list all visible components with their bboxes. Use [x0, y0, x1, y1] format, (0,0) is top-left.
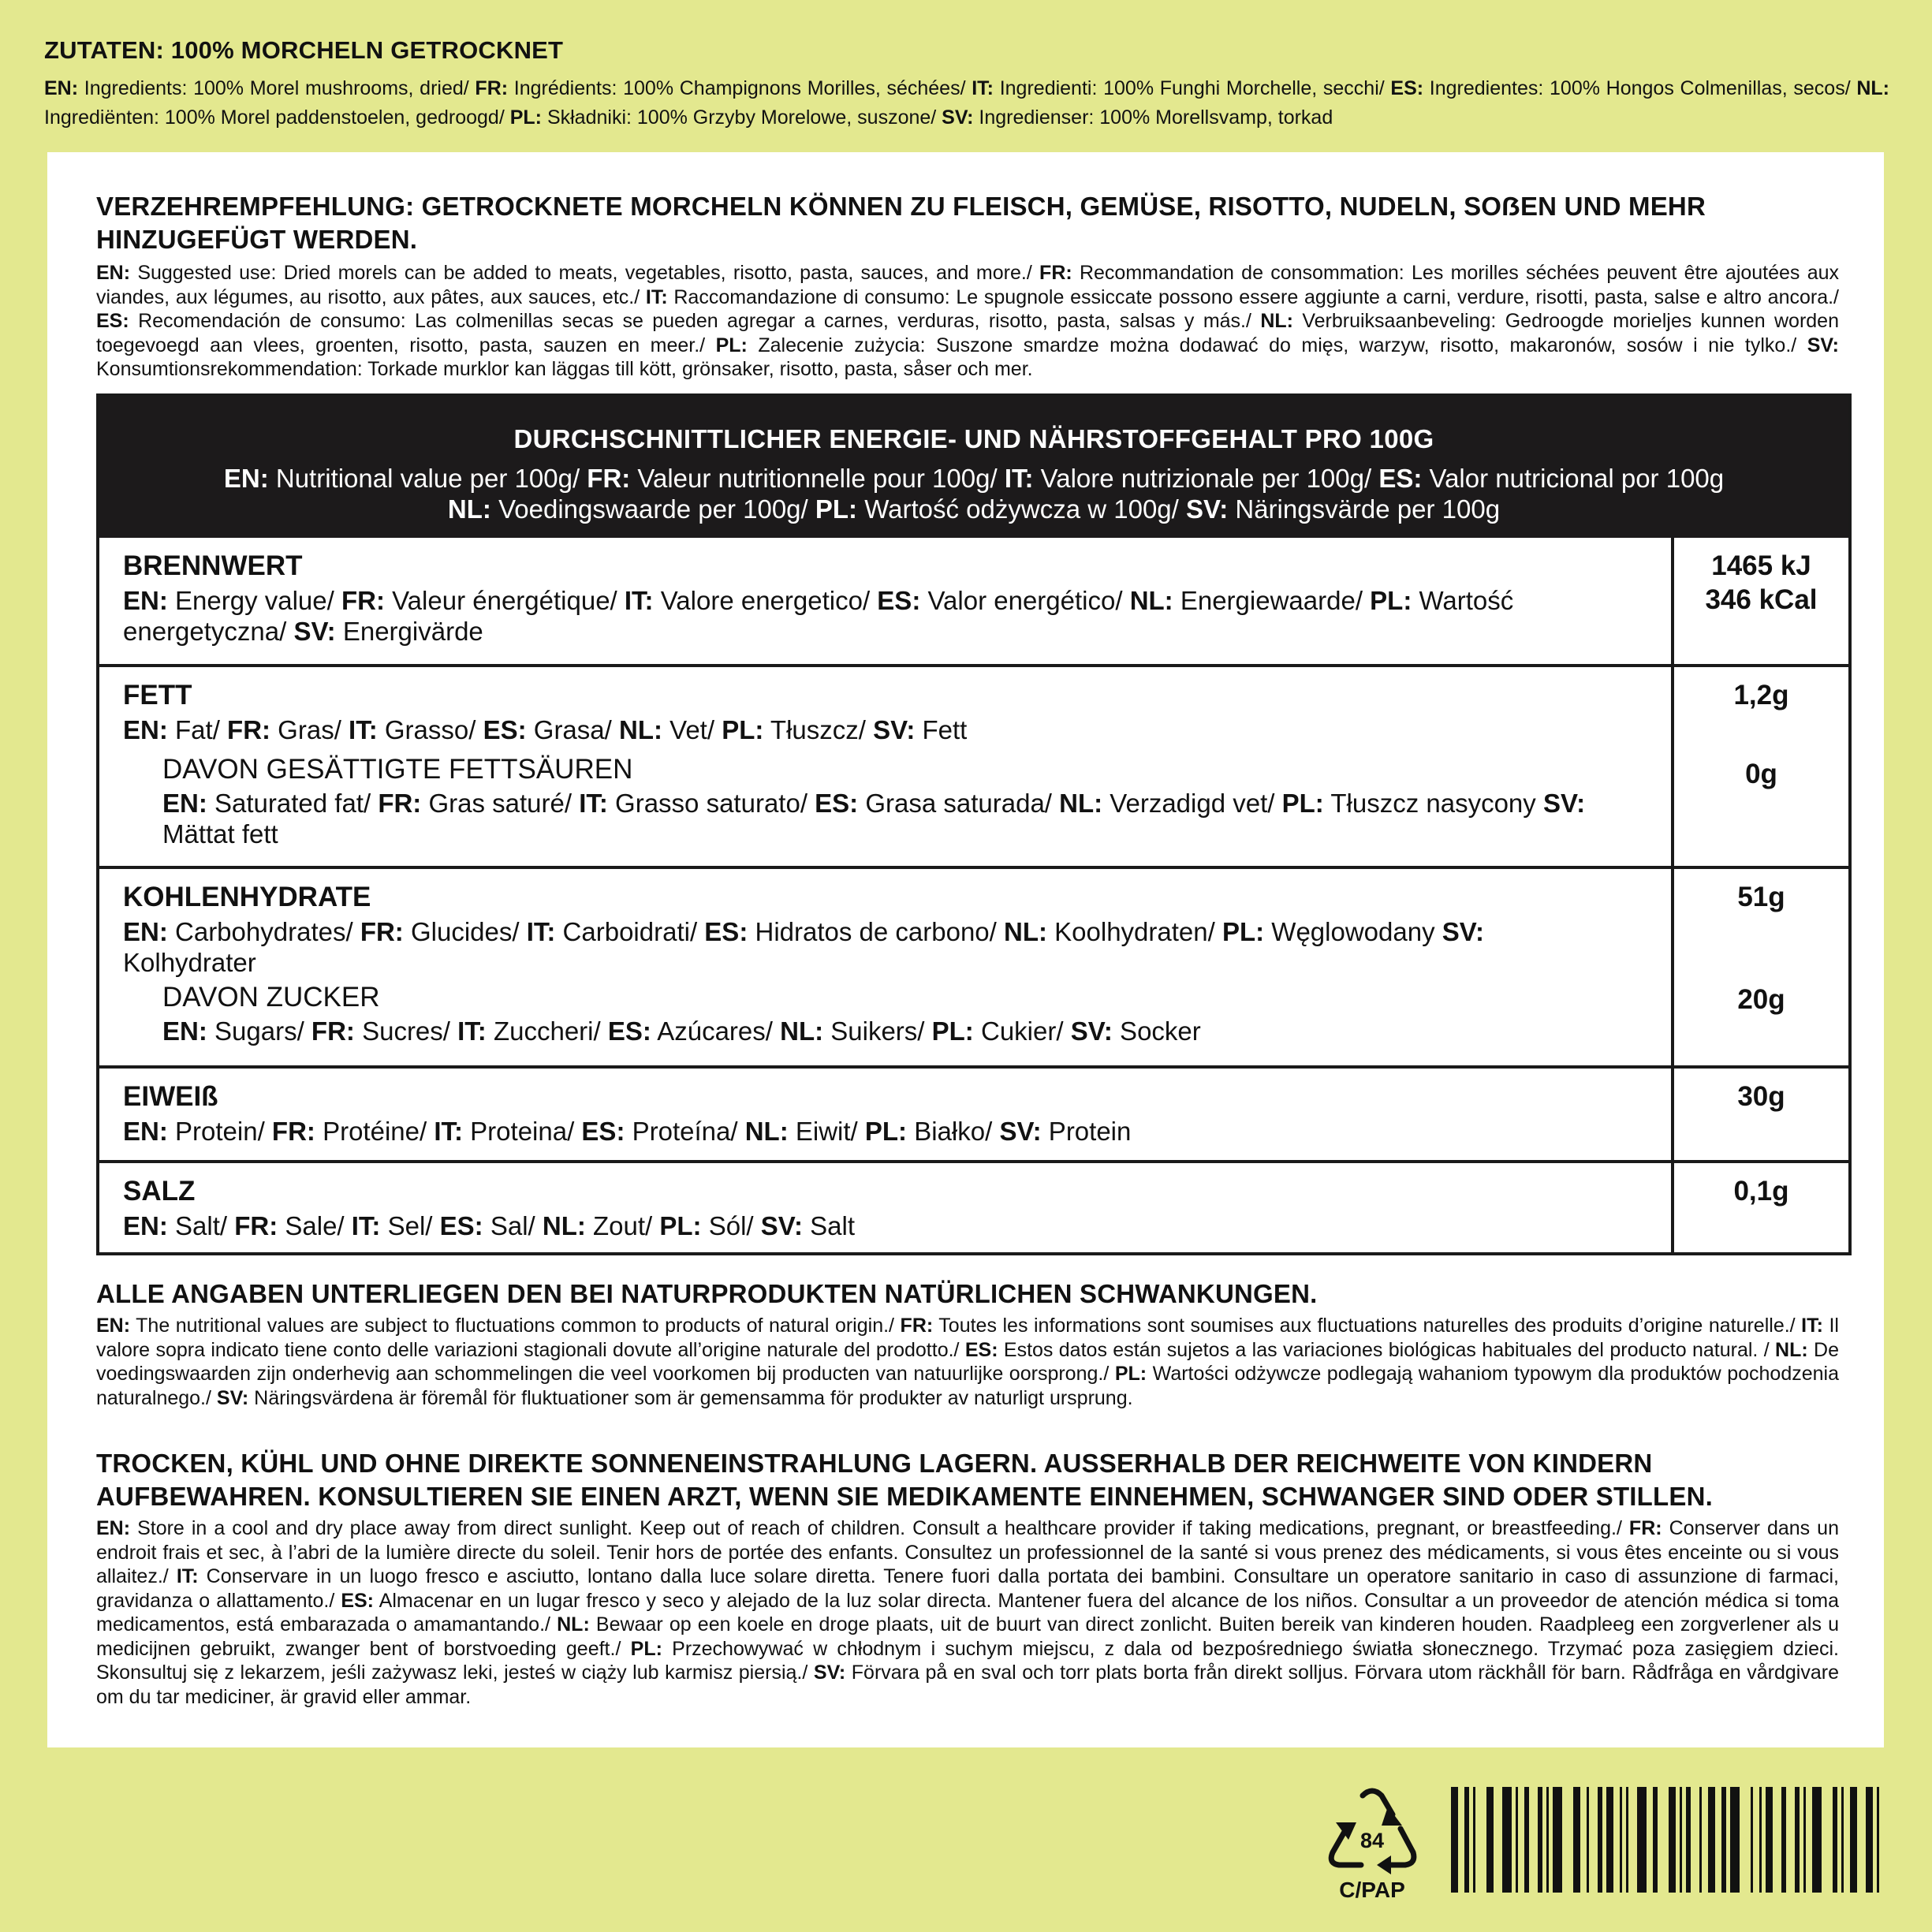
translation-text: Saturated fat/	[207, 789, 379, 818]
row-title: BRENNWERT	[123, 550, 303, 581]
translation-text: Bewaar op een koele en droge plaats, uit de buurt van direct zonlicht. Buiten bereik van kinderen houden. Raadpleeg een zorgverlener als u medicijnen gebruikt, zwanger bent of borstvoeding geeft./	[96, 1613, 1839, 1660]
nutrition-row-energy-label	[99, 538, 1674, 664]
suggested-use-translations	[96, 261, 1839, 382]
translation-text: Zout/	[585, 1211, 660, 1240]
nutrition-title: DURCHSCHNITTLICHER ENERGIE- UND NÄHRSTOFFGEHALT PRO 100G	[513, 424, 1434, 453]
barcode-bar	[1502, 1787, 1512, 1893]
translation-text: Proteina/	[463, 1117, 582, 1146]
lang-code: IT:	[624, 586, 654, 615]
lang-code: FR:	[587, 464, 631, 493]
fluctuations-translations	[96, 1314, 1839, 1410]
lang-code: IT:	[351, 1211, 381, 1240]
row-title: KOHLENHYDRATE	[123, 882, 371, 912]
translation-text: Sel/	[380, 1211, 440, 1240]
lang-code: SV:	[216, 1386, 249, 1409]
lang-code: SV:	[1807, 334, 1839, 356]
translation-text: Suggested use: Dried morels can be added to meats, vegetables, risotto, pasta, sauces, and more./	[130, 262, 1040, 284]
lang-code: ES:	[483, 715, 527, 744]
barcode-bar	[1473, 1787, 1475, 1893]
translation-text: Sucres/	[354, 1016, 458, 1046]
translation-text: Conserver dans un endroit frais et sec, à l’abri de la lumière directe du soleil. Tenir hors de portée des enfants. Consultez un professionnel de la santé si vous prenez des médicaments, si vous êtes enceinte ou si vous allaitez./	[96, 1517, 1839, 1587]
translation-text: Carboidrati/	[555, 917, 705, 946]
nutrition-row-carbohydrates-values	[1674, 869, 1848, 1065]
nutrition-row-carbohydrates-label	[99, 869, 1674, 1065]
ingredients-section	[44, 36, 1889, 132]
lang-code: EN:	[44, 77, 79, 99]
lang-code: FR:	[900, 1315, 934, 1337]
nutrition-row-fat-values	[1674, 667, 1848, 866]
barcode-bar	[1841, 1787, 1844, 1893]
lang-code: ES:	[877, 586, 921, 615]
translation-text: Valore nutrizionale per 100g/	[1033, 464, 1379, 493]
translation-text: Sale/	[278, 1211, 352, 1240]
translation-text: Węglowodany	[1264, 917, 1442, 946]
translation-text: Carbohydrates/	[167, 917, 360, 946]
barcode-bar	[1516, 1787, 1518, 1893]
lang-code: PL:	[815, 494, 858, 524]
lang-code: FR:	[341, 586, 385, 615]
lang-code: ES:	[439, 1211, 483, 1240]
fluctuations-heading: ALLE ANGABEN UNTERLIEGEN DEN BEI NATURPRODUKTEN NATÜRLICHEN SCHWANKUNGEN.	[96, 1279, 1318, 1308]
lang-code: EN:	[96, 1517, 131, 1539]
barcode-bar	[1730, 1787, 1740, 1893]
lang-code: EN:	[123, 1211, 168, 1240]
barcode-bar	[1850, 1787, 1857, 1893]
lang-code: EN:	[223, 464, 269, 493]
lang-code: NL:	[557, 1613, 590, 1635]
row-subitem-translations	[123, 1016, 1649, 1046]
translation-text: Azúcares/	[651, 1016, 781, 1046]
lang-code: SV:	[293, 617, 336, 646]
barcode-bar	[1680, 1787, 1682, 1893]
translation-text: Fat/	[167, 715, 228, 744]
translation-text: Il valore sopra indicato tiene conto delle variazioni stagionali dovute all’origine naturale del prodotto./	[96, 1315, 1839, 1361]
lang-code: ES:	[341, 1589, 375, 1612]
translation-text: Ingredients: 100% Morel mushrooms, dried/	[78, 77, 476, 99]
lang-code: SV:	[942, 106, 974, 129]
translation-text: Gras saturé/	[421, 789, 580, 818]
translation-text: Ingredienti: 100% Funghi Morchelle, secchi/	[994, 77, 1391, 99]
suggested-use-heading: VERZEHREMPFEHLUNG: GETROCKNETE MORCHELN KÖNNEN ZU FLEISCH, GEMÜSE, RISOTTO, NUDELN, SOẞEN UND MEHR HINZUGEFÜGT WERDEN.	[96, 192, 1706, 254]
row-translations	[123, 1210, 1649, 1241]
lang-code: SV:	[999, 1117, 1042, 1146]
translation-text: Grasso/	[377, 715, 483, 744]
lang-code: ES:	[581, 1117, 625, 1146]
lang-code: FR:	[1628, 1517, 1662, 1539]
barcode-bar	[1795, 1787, 1800, 1893]
translation-text: Almacenar en un lugar fresco y seco y alejado de la luz solar directa. Mantener fuera del alcance de los niños. Consultar a un proveedor de atención médica si toma medicamentos, está embarazada o amamantando./	[96, 1589, 1839, 1635]
barcode-bar	[1866, 1787, 1873, 1893]
lang-code: NL:	[1260, 310, 1293, 332]
nutrition-table	[96, 393, 1852, 1255]
translation-text: Valor nutricional por 100g	[1422, 464, 1725, 493]
translation-text: Eiwit/	[788, 1117, 865, 1146]
salt-value: 0,1g	[1733, 1176, 1789, 1207]
lang-code: FR:	[227, 715, 271, 744]
barcode-bar	[1781, 1787, 1786, 1893]
lang-code: PL:	[659, 1211, 702, 1240]
barcode-icon	[1449, 1787, 1887, 1893]
lang-code: SV:	[873, 715, 916, 744]
lang-code: FR:	[234, 1211, 278, 1240]
barcode-bar	[1803, 1787, 1806, 1893]
lang-code: ES:	[815, 789, 859, 818]
lang-code: NL:	[1129, 586, 1173, 615]
barcode-bar	[1653, 1787, 1658, 1893]
info-panel	[47, 152, 1884, 1747]
translation-text: Tłuszcz/	[763, 715, 874, 744]
translation-text: Energivärde	[335, 617, 483, 646]
barcode-bar	[1759, 1787, 1762, 1893]
barcode-bar	[1587, 1787, 1589, 1893]
translation-text: Energiewaarde/	[1173, 586, 1371, 615]
fat-value: 1,2g	[1733, 680, 1789, 711]
translation-text: Grasso saturato/	[607, 789, 815, 818]
carbohydrates-value: 51g	[1737, 882, 1785, 912]
lang-code: SV:	[1070, 1016, 1113, 1046]
nutrition-table-header	[99, 397, 1848, 538]
translation-text: Tłuszcz nasycony	[1323, 789, 1543, 818]
translation-text: Salt/	[167, 1211, 235, 1240]
lang-code: EN:	[123, 1117, 168, 1146]
translation-text: Socker	[1112, 1016, 1201, 1046]
lang-code: NL:	[542, 1211, 586, 1240]
lang-code: FR:	[475, 77, 509, 99]
lang-code: IT:	[1004, 464, 1034, 493]
translation-text: Gras/	[270, 715, 349, 744]
barcode-bar	[1538, 1787, 1542, 1893]
barcode-bar	[1464, 1787, 1469, 1893]
lang-code: EN:	[96, 1315, 131, 1337]
translation-text: Estos datos están sujetos a las variaciones biológicas habituales del producto natural. /	[998, 1338, 1776, 1361]
nutrition-row-protein	[99, 1065, 1848, 1160]
translation-text: Protein	[1041, 1117, 1132, 1146]
fluctuations-section	[96, 1277, 1839, 1410]
nutrition-row-salt-label	[99, 1163, 1674, 1252]
nutrition-row-protein-label	[99, 1069, 1674, 1160]
nutrition-row-fat	[99, 664, 1848, 866]
row-translations	[123, 1116, 1649, 1147]
barcode-bar	[1686, 1787, 1691, 1893]
lang-code: ES:	[704, 917, 748, 946]
lang-code: EN:	[123, 917, 168, 946]
barcode-bar	[1766, 1787, 1773, 1893]
lang-code: EN:	[162, 789, 207, 818]
translation-text: Suikers/	[823, 1016, 932, 1046]
nutrition-row-salt	[99, 1160, 1848, 1252]
lang-code: PL:	[1370, 586, 1412, 615]
lang-code: EN:	[96, 262, 131, 284]
barcode-bar	[1524, 1787, 1529, 1893]
suggested-use-section	[96, 190, 1839, 382]
lang-code: NL:	[447, 494, 491, 524]
translation-text: Toutes les informations sont soumises aux fluctuations naturelles des produits d’origine naturelle./	[933, 1315, 1802, 1337]
translation-text: Conservare in un luogo fresco e asciutto, lontano dalla luce solare diretta. Tenere fuori dalla portata dei bambini. Consultare un operatore sanitario in caso di assunzione di farmaci, gravidanza o allattamento./	[96, 1565, 1839, 1612]
translation-text: Protéine/	[315, 1117, 435, 1146]
lang-code: FR:	[311, 1016, 355, 1046]
translation-text: Förvara på en sval och torr plats borta från direkt solljus. Förvara utom räckhåll för barn. Rådfråga en vårdgivare om du tar mediciner, är gravid eller ammar.	[96, 1662, 1839, 1708]
row-subitem-title: DAVON ZUCKER	[162, 982, 380, 1013]
translation-text: Grasa/	[526, 715, 619, 744]
barcode-bar	[1598, 1787, 1602, 1893]
lang-code: NL:	[780, 1016, 824, 1046]
translation-text: Mättat fett	[162, 819, 278, 849]
lang-code: SV:	[760, 1211, 803, 1240]
lang-code: IT:	[972, 77, 994, 99]
saturated-fat-value: 0g	[1745, 759, 1777, 789]
nutrition-subtitle-line1	[99, 463, 1848, 494]
row-translations	[123, 916, 1649, 978]
barcode-bar	[1637, 1787, 1647, 1893]
translation-text: Protein/	[167, 1117, 272, 1146]
barcode-bar	[1751, 1787, 1753, 1893]
row-title: FETT	[123, 680, 192, 711]
lang-code: NL:	[1059, 789, 1103, 818]
translation-text: Glucides/	[403, 917, 527, 946]
lang-code: PL:	[715, 334, 748, 356]
nutrition-row-protein-values	[1674, 1069, 1848, 1160]
lang-code: PL:	[1114, 1363, 1147, 1385]
lang-code: IT:	[645, 285, 668, 308]
translation-text: De voedingswaarden zijn onderhevig aan schommelingen die veel voorkomen bij producten van natuurlijke oorsprong./	[96, 1338, 1840, 1385]
lang-code: SV:	[1442, 917, 1484, 946]
barcode-bar	[1699, 1787, 1702, 1893]
recycle-material: C/PAP	[1339, 1878, 1405, 1902]
lang-code: IT:	[1801, 1315, 1823, 1337]
translation-text: Fett	[915, 715, 968, 744]
translation-text: Grasa saturada/	[858, 789, 1060, 818]
lang-code: NL:	[618, 715, 662, 744]
protein-value: 30g	[1737, 1081, 1785, 1112]
translation-text: Voedingswaarde per 100g/	[490, 494, 815, 524]
translation-text: Cukier/	[973, 1016, 1071, 1046]
translation-text: Zalecenie zużycia: Suszone smardze można dodawać do mięs, warzyw, risotto, makaronów, sosów i nie tylko./	[747, 334, 1807, 356]
translation-text: Białko/	[907, 1117, 1000, 1146]
barcode-bar	[1877, 1787, 1879, 1893]
barcode-bar	[1620, 1787, 1622, 1893]
lang-code: ES:	[96, 310, 129, 332]
lang-code: SV:	[813, 1662, 846, 1684]
lang-code: FR:	[378, 789, 422, 818]
lang-code: EN:	[162, 1016, 207, 1046]
row-translations	[123, 585, 1649, 647]
recycle-symbol-graphic	[1325, 1785, 1419, 1903]
lang-code: NL:	[1004, 917, 1047, 946]
storage-heading: TROCKEN, KÜHL UND OHNE DIREKTE SONNENEINSTRAHLUNG LAGERN. AUSSERHALB DER REICHWEITE VON KINDERN AUFBEWAHREN. KONSULTIEREN SIE EINEN ARZT, WENN SIE MEDIKAMENTE EINNEHMEN, SCHWANGER SIND ODER STILLEN.	[96, 1449, 1713, 1511]
lang-code: EN:	[123, 586, 168, 615]
lang-code: NL:	[1775, 1338, 1808, 1361]
translation-text: Valor energético/	[920, 586, 1130, 615]
storage-section	[96, 1447, 1839, 1709]
lang-code: IT:	[176, 1565, 199, 1587]
recycle-code: 84	[1359, 1829, 1385, 1852]
storage-translations	[96, 1516, 1839, 1709]
lang-code: ES:	[964, 1338, 998, 1361]
energy-kj-value: 1465 kJ	[1711, 550, 1811, 581]
nutrition-row-fat-label	[99, 667, 1674, 866]
lang-code: PL:	[1281, 789, 1324, 818]
lang-code: PL:	[931, 1016, 974, 1046]
lang-code: PL:	[509, 106, 542, 129]
nutrition-row-carbohydrates	[99, 866, 1848, 1065]
lang-code: PL:	[630, 1637, 662, 1660]
translation-text: Zuccheri/	[486, 1016, 608, 1046]
translation-text: Sugars/	[207, 1016, 311, 1046]
lang-code: IT:	[349, 715, 378, 744]
lang-code: IT:	[434, 1117, 463, 1146]
row-subitem-translations	[123, 788, 1649, 849]
translation-text: Recomendación de consumo: Las colmenillas secas se pueden agregar a carnes, verduras, risotto, pasta, salsas y más./	[129, 310, 1261, 332]
lang-code: FR:	[1039, 262, 1072, 284]
barcode-bar	[1669, 1787, 1676, 1893]
translation-text: The nutritional values are subject to fluctuations common to products of natural origin./	[130, 1315, 901, 1337]
nutrition-row-salt-values	[1674, 1163, 1848, 1252]
row-subitem-title: DAVON GESÄTTIGTE FETTSÄUREN	[162, 754, 633, 785]
translation-text: Wartości odżywcze podlegają wahaniom typowym dla produktów pochodzenia naturalnego./	[96, 1363, 1839, 1409]
barcode-bar	[1553, 1787, 1562, 1893]
translation-text: Konsumtionsrekommendation: Torkade murklor kan läggas till kött, grönsaker, risotto, pasta, såser och mer.	[96, 358, 1033, 380]
ingredients-translations	[44, 74, 1889, 132]
ingredients-title: ZUTATEN: 100% MORCHELN GETROCKNET	[44, 36, 564, 64]
translation-text: Valore energetico/	[653, 586, 878, 615]
translation-text: Energy value/	[167, 586, 341, 615]
translation-text: Store in a cool and dry place away from direct sunlight. Keep out of reach of children. Consult a healthcare provider if taking medications, pregnant, or breastfeeding./	[130, 1517, 1629, 1539]
lang-code: IT:	[526, 917, 556, 946]
nutrition-row-energy	[99, 538, 1848, 664]
barcode-bar	[1606, 1787, 1613, 1893]
translation-text: Koolhydraten/	[1046, 917, 1222, 946]
translation-text: Wartość odżywcza w 100g/	[857, 494, 1186, 524]
recycle-triangle-icon	[1325, 1785, 1419, 1903]
translation-text: Raccomandazione di consumo: Le spugnole essiccate possono essere aggiunte a carni, verdure, risotti, pasta, salse e altro ancora./	[667, 285, 1839, 308]
lang-code: PL:	[1221, 917, 1265, 946]
translation-text: Vet/	[662, 715, 722, 744]
barcode-bar	[1721, 1787, 1726, 1893]
row-title: SALZ	[123, 1176, 196, 1207]
translation-text: Valeur énergétique/	[384, 586, 625, 615]
lang-code: PL:	[864, 1117, 908, 1146]
lang-code: ES:	[607, 1016, 651, 1046]
translation-text: Proteína/	[625, 1117, 745, 1146]
barcode-bar	[1451, 1787, 1458, 1893]
row-title: EIWEIß	[123, 1081, 218, 1112]
barcode-graphic	[1449, 1787, 1887, 1893]
translation-text: Salt	[802, 1211, 856, 1240]
translation-text: Verbruiksaanbeveling: Gedroogde morieljes kunnen worden toegevoegd aan vlees, groenten, risotto, pasta, sauzen en meer./	[96, 310, 1839, 356]
lang-code: SV:	[1542, 789, 1586, 818]
energy-kcal-value: 346 kCal	[1705, 584, 1818, 615]
translation-text: Sól/	[701, 1211, 761, 1240]
barcode-bar	[1833, 1787, 1837, 1893]
row-translations	[123, 714, 1649, 745]
nutrition-row-energy-values	[1674, 538, 1848, 664]
barcode-bar	[1546, 1787, 1549, 1893]
nutrition-subtitle-line2	[99, 494, 1848, 524]
lang-code: IT:	[579, 789, 608, 818]
translation-text: Näringsvärde per 100g	[1228, 494, 1501, 524]
translation-text: Sal/	[483, 1211, 543, 1240]
translation-text: Ingrédients: 100% Champignons Morilles, séchées/	[508, 77, 972, 99]
lang-code: IT:	[457, 1016, 487, 1046]
lang-code: EN:	[123, 715, 168, 744]
lang-code: FR:	[360, 917, 404, 946]
translation-text: Kolhydrater	[123, 948, 256, 977]
translation-text: Valeur nutritionnelle pour 100g/	[630, 464, 1005, 493]
lang-code: SV:	[1186, 494, 1229, 524]
barcode-bar	[1486, 1787, 1494, 1893]
lang-code: ES:	[1378, 464, 1423, 493]
translation-text: Ingredienser: 100% Morellsvamp, torkad	[973, 106, 1333, 129]
lang-code: NL:	[1856, 77, 1889, 99]
sugars-value: 20g	[1737, 984, 1785, 1015]
barcode-bar	[1573, 1787, 1580, 1893]
translation-text: Składniki: 100% Grzyby Morelowe, suszone/	[542, 106, 942, 129]
translation-text: Hidratos de carbono/	[748, 917, 1004, 946]
lang-code: FR:	[271, 1117, 315, 1146]
translation-text: Ingredientes: 100% Hongos Colmenillas, secos/	[1423, 77, 1857, 99]
translation-text: Näringsvärdena är föremål för fluktuationer som är gemensamma för produkter av naturligt ursprung.	[248, 1386, 1133, 1409]
barcode-bar	[1812, 1787, 1822, 1893]
barcode-bar	[1626, 1787, 1628, 1893]
translation-text: Recommandation de consommation: Les morilles séchées peuvent être ajoutées aux viandes, aux légumes, au risotto, aux pâtes, aux sauces, etc./	[96, 262, 1840, 308]
lang-code: PL:	[722, 715, 764, 744]
lang-code: ES:	[1390, 77, 1424, 99]
translation-text: Verzadigd vet/	[1102, 789, 1282, 818]
translation-text: Nutritional value per 100g/	[268, 464, 587, 493]
translation-text: Ingrediënten: 100% Morel paddenstoelen, gedroogd/	[44, 106, 510, 129]
translation-text: Wartość energetyczna/	[123, 586, 1514, 646]
lang-code: NL:	[744, 1117, 789, 1146]
translation-text: Przechowywać w chłodnym i suchym miejscu, z dala od bezpośredniego światła słonecznego. Trzymać poza zasięgiem dzieci. Skonsultuj się z lekarzem, jeśli zażywasz leki, jesteś w ciąży lub karmisz piersią./	[96, 1637, 1839, 1684]
barcode-bar	[1708, 1787, 1715, 1893]
